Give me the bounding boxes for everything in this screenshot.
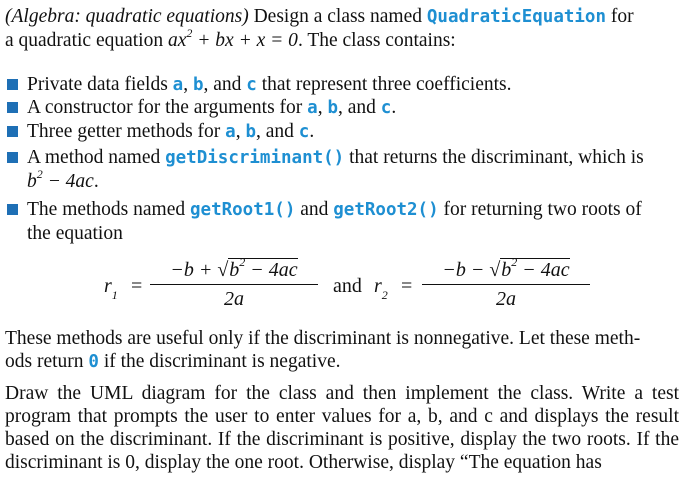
topic-label: (Algebra: quadratic equations) <box>5 6 249 27</box>
field-a: a <box>172 75 184 95</box>
intro-text-end: for <box>606 6 634 27</box>
bullet-text: that represent three coefficients. <box>256 74 512 95</box>
intro-line2-end: . The class contains: <box>297 30 456 51</box>
intro-paragraph <box>5 5 681 52</box>
field-c: c <box>380 98 392 118</box>
field-c: c <box>298 122 310 142</box>
sep: , and <box>203 74 247 95</box>
bullet-getters <box>5 120 681 144</box>
square-bullet-icon <box>7 152 18 163</box>
bullet-text: Private data fields <box>27 74 173 95</box>
equals-sign: = <box>401 275 413 297</box>
field-b: b <box>245 122 257 142</box>
instructions-paragraph: Draw the UML diagram for the class and then implement the class. Write a test program that prompts the user to enter values for a, b, and c and displays the result based on the discriminant. If the discriminant is positive, display the two roots. If the discriminant is 0, display the one root. Otherwise, display “The equation has <box>5 383 679 473</box>
sep: , and <box>338 97 381 118</box>
nonnegative-paragraph <box>5 327 681 374</box>
field-b: b <box>327 98 338 118</box>
bullet-text: for returning two roots of <box>438 199 642 220</box>
bullet-text: A method named <box>27 147 166 168</box>
bullet-text: and <box>295 199 334 220</box>
sep: , <box>235 121 246 142</box>
root-formulas <box>0 255 683 325</box>
field-c: c <box>246 75 257 95</box>
field-b: b <box>192 75 204 95</box>
root2-numerator: $-b - √b^2 - 4ac$ <box>442 255 570 281</box>
bullet-text: the equation <box>27 223 123 244</box>
sep: , and <box>256 121 299 142</box>
bullet-text: . <box>391 97 397 118</box>
bullet-constructor <box>5 96 681 120</box>
method-get-discriminant: getDiscriminant() <box>165 148 345 168</box>
r2-label: $r_2$ <box>374 275 388 302</box>
method-get-root1: getRoot1() <box>190 200 296 220</box>
fraction-bar <box>150 284 318 285</box>
bullet-text: that returns the discriminant, which is <box>344 147 644 168</box>
root2-denominator: 2a <box>496 288 516 310</box>
bullet-data-fields <box>5 73 681 97</box>
discriminant-expression: $b^2 - 4ac$ <box>27 166 94 192</box>
bullet-text: Three getter methods for <box>27 121 226 142</box>
bullet-text: The methods named <box>27 199 190 220</box>
square-bullet-icon <box>7 79 18 90</box>
root2-fraction <box>422 255 590 311</box>
field-a: a <box>225 122 236 142</box>
bullet-text: A constructor for the arguments for <box>27 97 308 118</box>
bullet-roots <box>5 198 681 245</box>
field-a: a <box>307 98 318 118</box>
root1-numerator: $-b + √b^2 - 4ac$ <box>170 255 298 281</box>
method-get-root2: getRoot2() <box>333 200 439 220</box>
square-bullet-icon <box>7 204 18 215</box>
sep: , <box>317 97 328 118</box>
period: . <box>93 171 99 192</box>
bullet-discriminant <box>5 146 681 193</box>
return-zero: 0 <box>88 352 99 372</box>
intro-text: Design a class named <box>248 6 427 27</box>
class-name: QuadraticEquation <box>426 7 607 27</box>
intro-line2: a quadratic equation <box>5 30 168 51</box>
square-bullet-icon <box>7 102 18 113</box>
para1-text: if the discriminant is negative. <box>98 351 341 372</box>
para1-text: ods return <box>5 351 89 372</box>
equals-sign: = <box>131 275 143 297</box>
and-word: and <box>333 275 362 297</box>
r1-label: $r_1$ <box>104 275 118 302</box>
root1-denominator: 2a <box>224 288 244 310</box>
root1-fraction <box>150 255 318 311</box>
bullet-text: . <box>309 121 315 142</box>
square-bullet-icon <box>7 126 18 137</box>
quadratic-equation: $ax^2$ + bx + x = 0 <box>167 25 298 51</box>
fraction-bar <box>422 284 590 285</box>
sep: , <box>183 74 193 95</box>
para1-line1: These methods are useful only if the discriminant is nonnegative. Let these meth- <box>5 328 641 349</box>
